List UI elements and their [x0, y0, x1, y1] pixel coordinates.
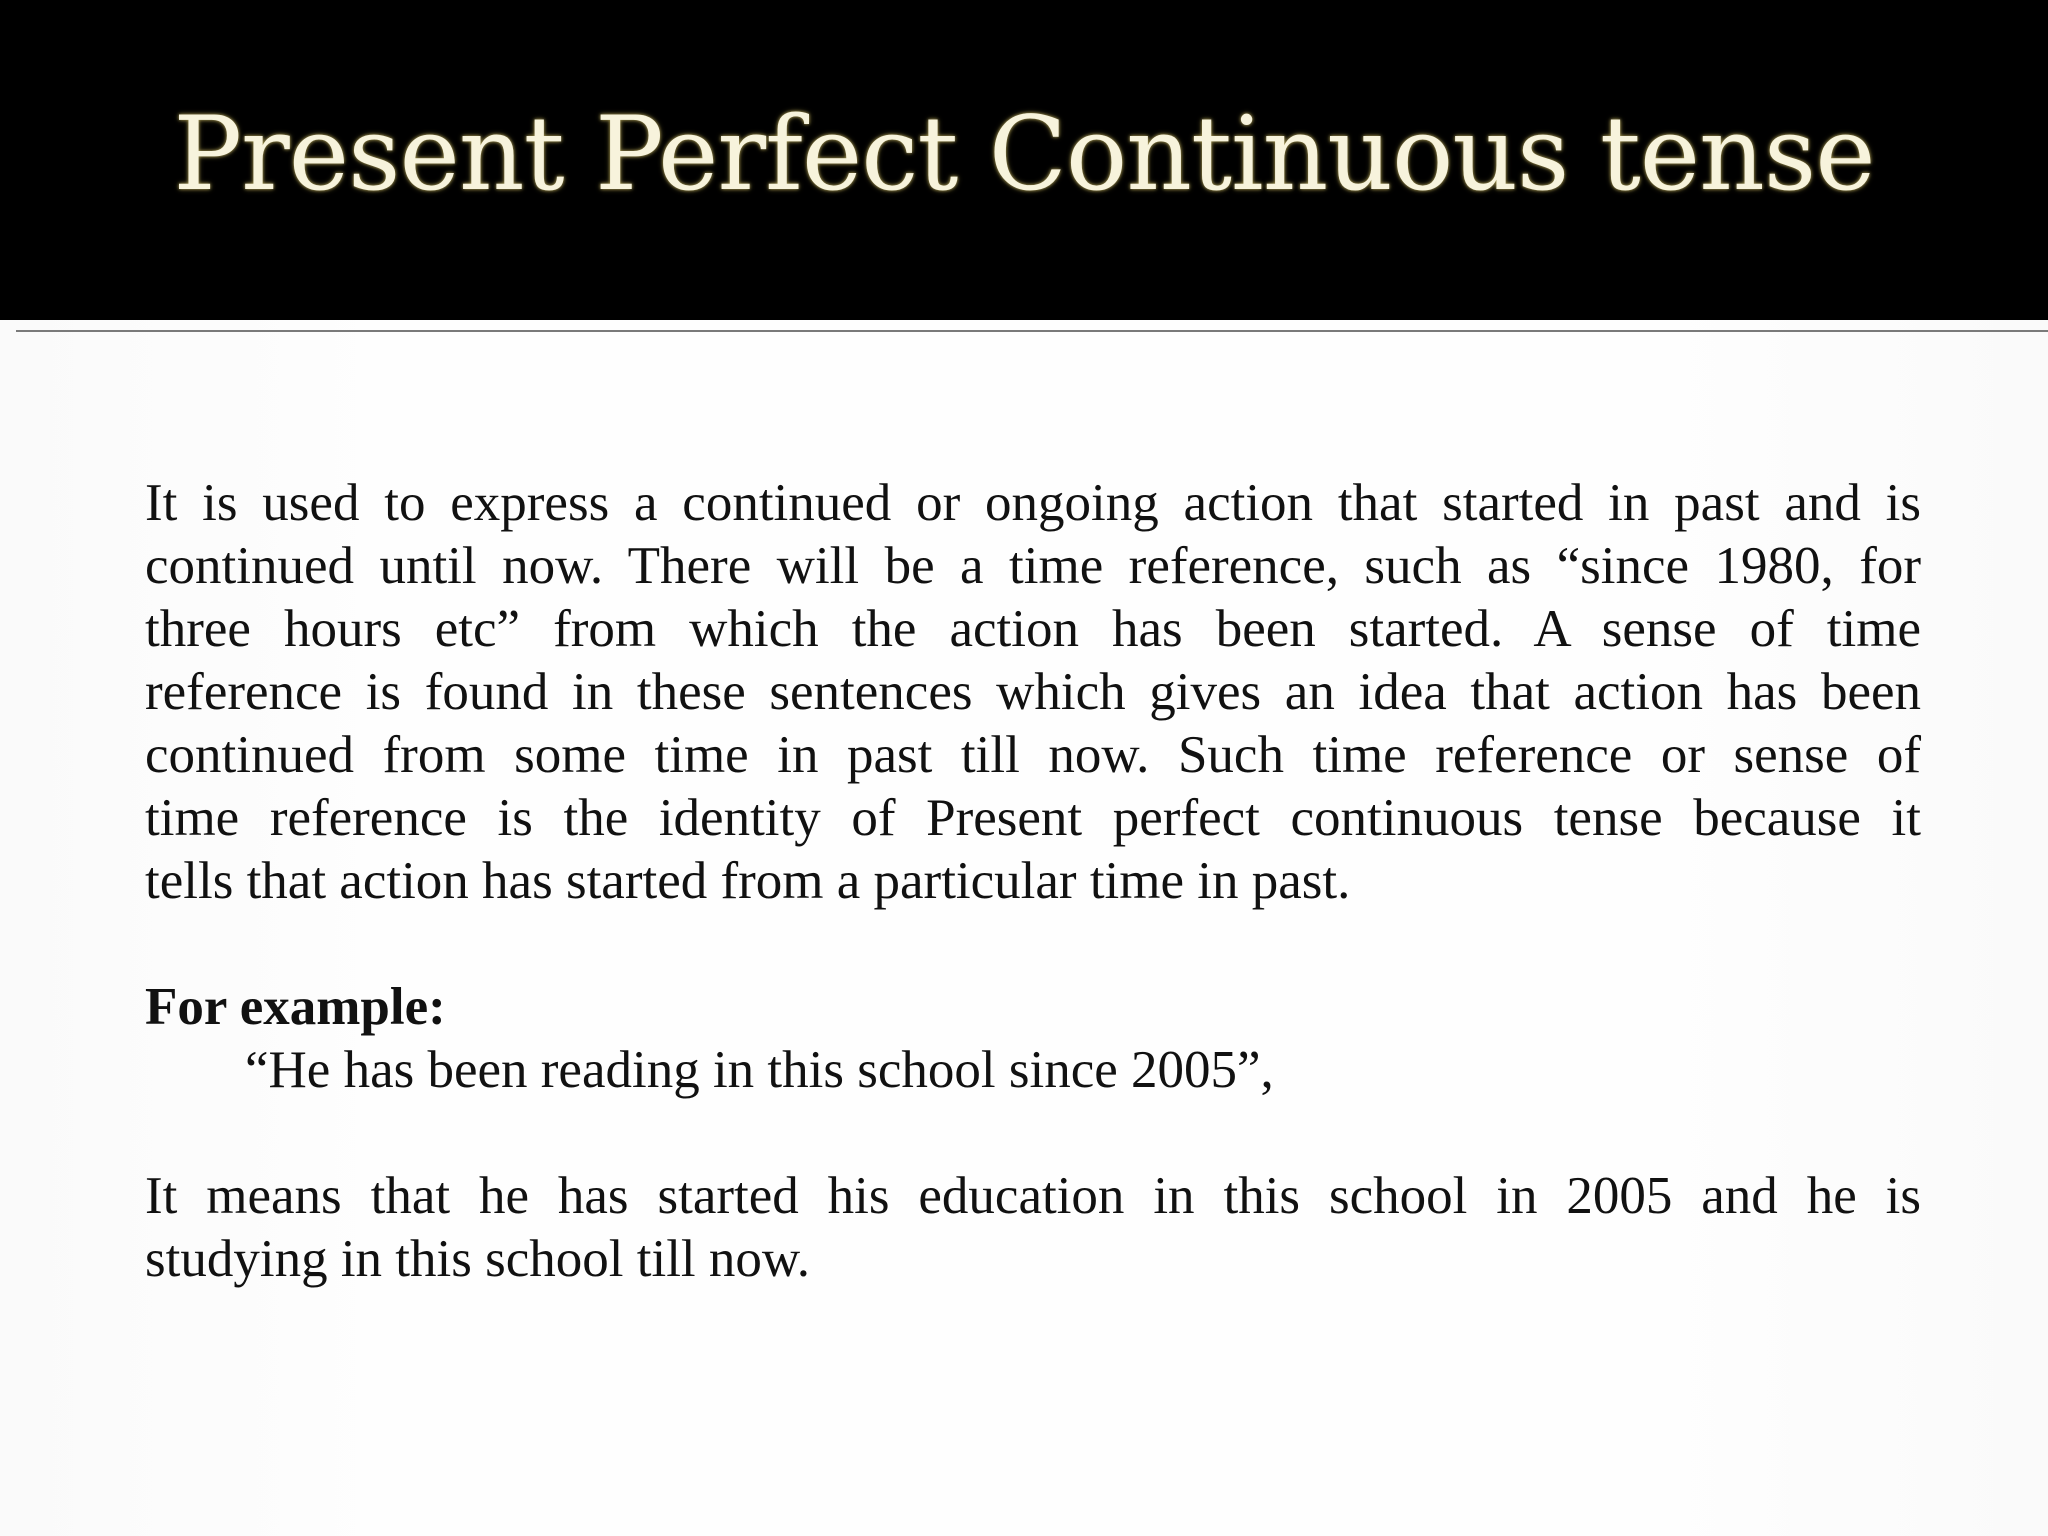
slide-body [145, 472, 1921, 1291]
title-band [0, 0, 2048, 320]
paragraph-line: tells that action has started from a particular time in past. [145, 852, 1351, 910]
paragraph-line: studying in this school till now. [145, 1230, 810, 1288]
title-divider [16, 330, 2048, 332]
example-quote: “He has been reading in this school since 2005”, [245, 1041, 1274, 1099]
paragraph-line: continued until now. There will be a time reference, such as “since 1980, for [145, 537, 1921, 595]
explanation-paragraph [145, 1165, 1921, 1291]
paragraph-line: reference is found in these sentences which gives an idea that action has been [145, 663, 1921, 721]
example-heading: For example: [145, 978, 446, 1036]
paragraph-line: time reference is the identity of Present perfect continuous tense because it [145, 789, 1921, 847]
paragraph-line: It is used to express a continued or ongoing action that started in past and is [145, 474, 1921, 532]
paragraph-line: It means that he has started his education in this school in 2005 and he is [145, 1167, 1921, 1225]
paragraph-line: continued from some time in past till now. Such time reference or sense of [145, 726, 1921, 784]
definition-paragraph [145, 472, 1921, 913]
slide-title: Present Perfect Continuous tense [173, 95, 1875, 214]
paragraph-line: three hours etc” from which the action has been started. A sense of time [145, 600, 1921, 658]
